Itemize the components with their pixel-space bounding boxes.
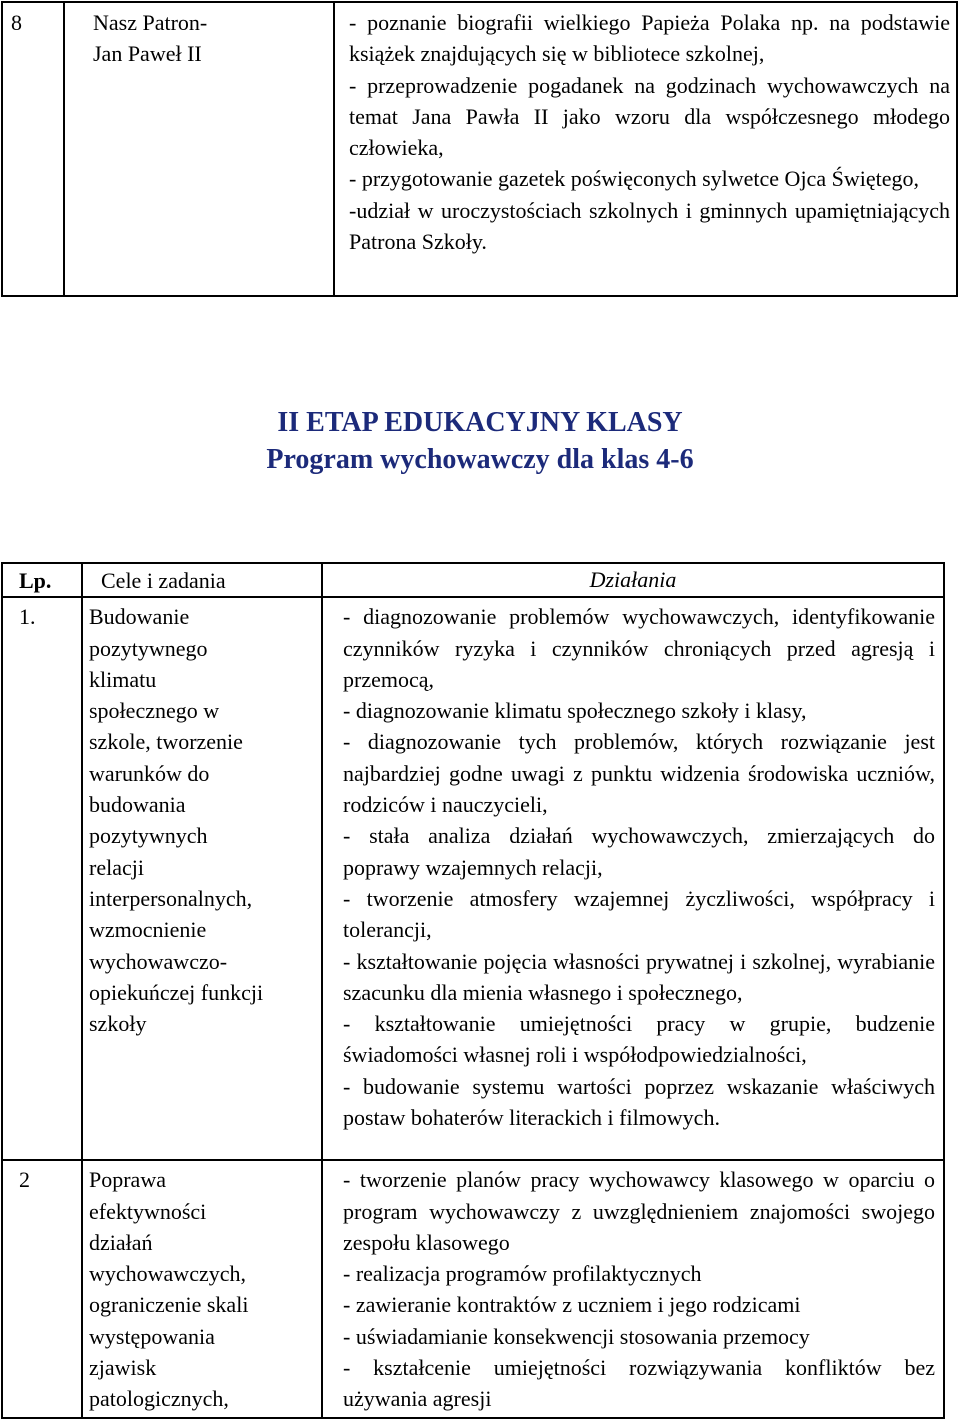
action-item: - kształtowanie umiejętności pracy w grupie, budzenie świadomości własnej roli i współodpowiedzialności,	[343, 1011, 935, 1068]
action-item: - tworzenie planów pracy wychowawcy klasowego w oparciu o program wychowawczy z uwzględnieniem znajomości swojego zespołu klasowego	[343, 1167, 935, 1255]
goal-line: szkole, tworzenie	[89, 729, 243, 755]
goal-line: ograniczenie skali	[89, 1292, 249, 1318]
goal-line: wychowawczo-	[89, 948, 228, 974]
goal-line: pozytywnych	[89, 823, 208, 849]
activities-cell	[334, 2, 957, 296]
actions-cell	[322, 597, 944, 1160]
goal-line: interpersonalnych,	[89, 885, 253, 911]
goal-line: społecznego w	[89, 698, 220, 724]
table-row	[2, 2, 957, 296]
goal-line: opiekuńczej funkcji	[89, 979, 264, 1005]
goal-line: Budowanie	[89, 604, 190, 630]
header-lp: Lp.	[2, 563, 82, 597]
action-item: - stała analiza działań wychowawczych, zmierzających do poprawy wzajemnych relacji,	[343, 823, 935, 880]
goal-line: relacji	[89, 854, 144, 880]
table-row	[2, 597, 944, 1160]
action-item: - kształtowanie pojęcia własności prywatnej i szkolnej, wyrabianie szacunku dla mienia własnego i społecznego,	[343, 948, 935, 1005]
goal-line: wychowawczych,	[89, 1261, 246, 1287]
patron-line: Nasz Patron-	[93, 10, 208, 35]
activity-item: - przeprowadzenie pogadanek na godzinach wychowawczych na temat Jana Pawła II jako wzoru dla współczesnego młodego człowieka,	[349, 72, 950, 161]
section-heading	[0, 404, 960, 478]
goal-cell	[82, 597, 322, 1160]
action-item: - diagnozowanie tych problemów, których rozwiązanie jest najbardziej godne uwagi z punktu widzenia środowiska uczniów, rodziców i nauczycieli,	[343, 729, 935, 818]
goal-line: Poprawa	[89, 1167, 166, 1193]
action-item: - zawieranie kontraktów z uczniem i jego rodzicami	[343, 1292, 801, 1318]
goal-line: szkoły	[89, 1011, 147, 1037]
patron-line: Jan Paweł II	[93, 41, 202, 67]
actions-cell	[322, 1160, 944, 1418]
action-item: - diagnozowanie problemów wychowawczych, identyfikowanie czynników ryzyka i czynników chroniących przed agresją i przemocą,	[343, 604, 935, 692]
action-item: - tworzenie atmosfery wzajemnej życzliwości, współpracy i tolerancji,	[343, 885, 935, 943]
goal-line: patologicznych,	[89, 1386, 229, 1412]
goal-line: efektywności	[89, 1198, 207, 1224]
action-item: - realizacja programów profilaktycznych	[343, 1261, 702, 1287]
patron-table	[1, 1, 958, 297]
heading-stage: II ETAP EDUKACYJNY KLASY	[277, 407, 683, 438]
goal-line: warunków do	[89, 760, 210, 786]
table-row	[2, 1160, 944, 1418]
action-item: - diagnozowanie klimatu społecznego szkoły i klasy,	[343, 698, 807, 724]
header-goals: Cele i zadania	[82, 563, 322, 597]
header-actions: Działania	[322, 563, 944, 597]
action-item: - budowanie systemu wartości poprzez wskazanie właściwych postaw bohaterów literackich i filmowych.	[343, 1073, 935, 1131]
goal-line: zjawisk	[89, 1355, 157, 1381]
row-number: 1.	[2, 597, 82, 1160]
program-table	[1, 562, 945, 1419]
row-number: 2	[2, 1160, 82, 1418]
goal-line: wzmocnienie	[89, 917, 207, 943]
activity-item: - przygotowanie gazetek poświęconych sylwetce Ojca Świętego,	[349, 166, 919, 192]
activity-item: -udział w uroczystościach szkolnych i gminnych upamiętniających Patrona Szkoły.	[349, 197, 950, 255]
goal-line: pozytywnego	[89, 635, 208, 661]
patron-cell	[64, 2, 334, 296]
action-item: - kształcenie umiejętności rozwiązywania konfliktów bez używania agresji	[343, 1355, 935, 1412]
heading-program: Program wychowawczy dla klas 4-6	[266, 444, 694, 475]
table-header-row	[2, 563, 944, 597]
goal-line: występowania	[89, 1323, 215, 1349]
action-item: - uświadamianie konsekwencji stosowania przemocy	[343, 1323, 810, 1349]
goal-line: klimatu	[89, 666, 157, 692]
activity-item: - poznanie biografii wielkiego Papieża Polaka np. na podstawie książek znajdujących się w bibliotece szkolnej,	[349, 10, 950, 67]
goal-cell	[82, 1160, 322, 1418]
row-number: 8	[2, 2, 64, 296]
goal-line: działań	[89, 1229, 153, 1255]
goal-line: budowania	[89, 792, 186, 818]
